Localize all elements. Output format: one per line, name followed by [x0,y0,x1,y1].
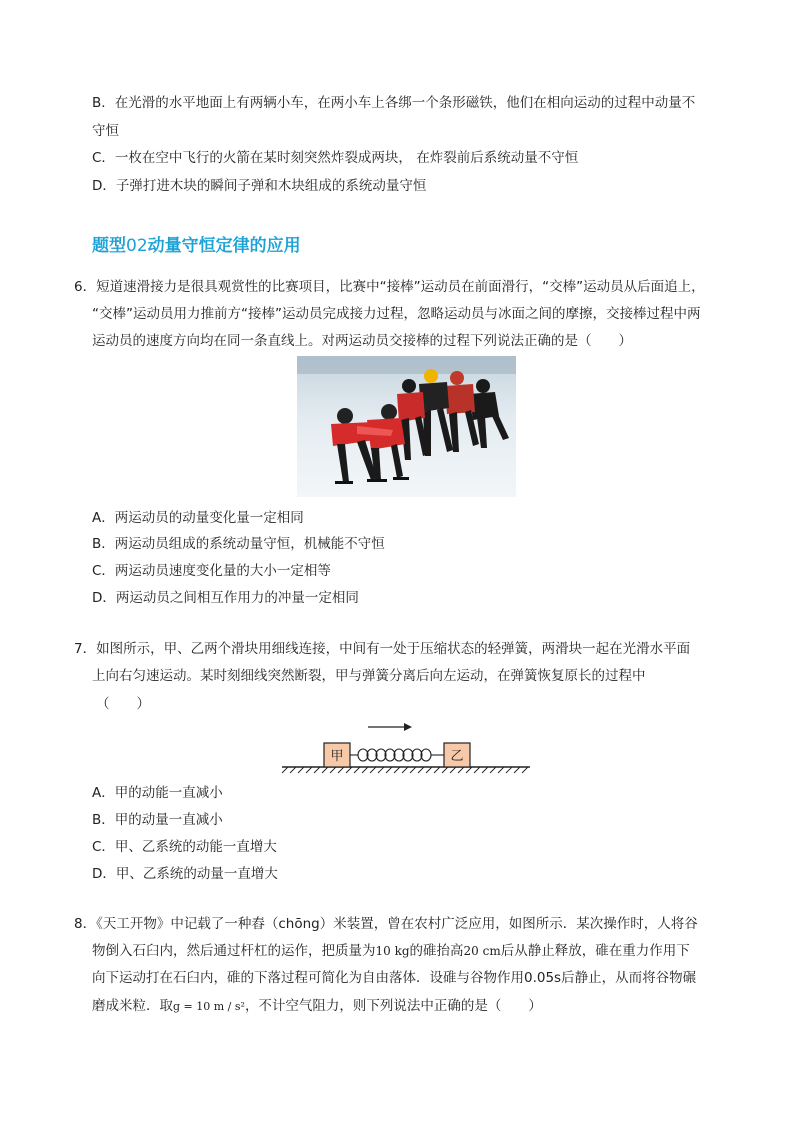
q8-stem-line1: 8．《天工开物》中记载了一种舂（chōng）米装置，曾在农村广泛应用，如图所示．某次操作时，人将谷 [74,916,698,932]
block-yi-label: 乙 [450,749,464,764]
q7-option-a: A．甲的动能一直减小 [92,785,223,801]
q8-stem-line4 [92,996,542,1017]
velocity-arrow-icon [368,723,412,731]
q5-option-b-line1: B．在光滑的水平地面上有两辆小车，在两小车上各绑一个条形磁铁，他们在相向运动的过程中动量不 [92,95,696,111]
q7-option-b: B．甲的动量一直减小 [92,812,223,828]
q5-option-b-line2: 守恒 [92,123,119,139]
section-title: 动量守恒定律的应用 [147,236,301,256]
q8-stem-line3: 向下运动打在石臼内，碓的下落过程可简化为自由落体．设碓与谷物作用0.05s后静止，从而将谷物碾 [92,970,697,986]
q5-option-d: D．子弹打进木块的瞬间子弹和木块组成的系统动量守恒 [92,178,427,194]
spring-icon [350,749,444,761]
q6-stem-line3: 运动员的速度方向均在同一条直线上。对两运动员交接棒的过程下列说法正确的是（ ） [92,333,632,349]
q7-stem-line3: （ ） [96,696,150,712]
q8-line4-part-b: ，不计空气阻力，则下列说法中正确的是（ ） [244,998,542,1014]
q8-stem-line2 [92,941,690,961]
q6-stem-line2: “交棒”运动员用力推前方“接棒”运动员完成接力过程，忽略运动员与冰面之间的摩擦，交接棒过程中两 [92,306,701,322]
q8-line2-part-c: 后从静止释放，碓在重力作用下 [500,943,690,959]
spring-blocks-diagram [280,717,532,775]
q8-mass-value: 10 kg [375,944,410,958]
q6-option-d: D．两运动员之间相互作用力的冲量一定相同 [92,590,359,606]
q6-option-c: C．两运动员速度变化量的大小一定相等 [92,563,331,579]
q8-gravity-value: g = 10 m / s² [173,1000,245,1013]
section-prefix: 题型 [92,236,126,256]
q8-line4-part-a: 磨成米粒．取 [92,998,173,1014]
q6-stem-line1: 6．短道速滑接力是很具观赏性的比赛项目，比赛中“接棒”运动员在前面滑行，“交棒”运动员从后面追上， [74,279,705,295]
q7-option-d: D．甲、乙系统的动量一直增大 [92,866,278,882]
section-heading [92,234,301,258]
q6-option-a: A．两运动员的动量变化量一定相同 [92,510,304,526]
q5-option-c: C．一枚在空中飞行的火箭在某时刻突然炸裂成两块， 在炸裂前后系统动量不守恒 [92,150,579,166]
block-jia-label: 甲 [330,749,344,764]
q8-height-value: 20 cm [463,944,501,958]
q8-line2-part-a: 物倒入石臼内，然后通过杆杠的运作，把质量为 [92,943,376,959]
q7-stem-line2: 上向右匀速运动。某时刻细线突然断裂，甲与弹簧分离后向左运动，在弹簧恢复原长的过程中 [92,668,646,684]
q6-option-b: B．两运动员组成的系统动量守恒，机械能不守恒 [92,536,385,552]
speed-skating-photo [297,356,516,497]
q7-option-c: C．甲、乙系统的动能一直增大 [92,839,277,855]
q7-stem-line1: 7．如图所示，甲、乙两个滑块用细线连接，中间有一处于压缩状态的轻弹簧，两滑块一起在光滑水平面 [74,641,691,657]
section-number: 02 [126,236,148,256]
q8-line2-part-b: 的碓抬高 [409,943,464,959]
